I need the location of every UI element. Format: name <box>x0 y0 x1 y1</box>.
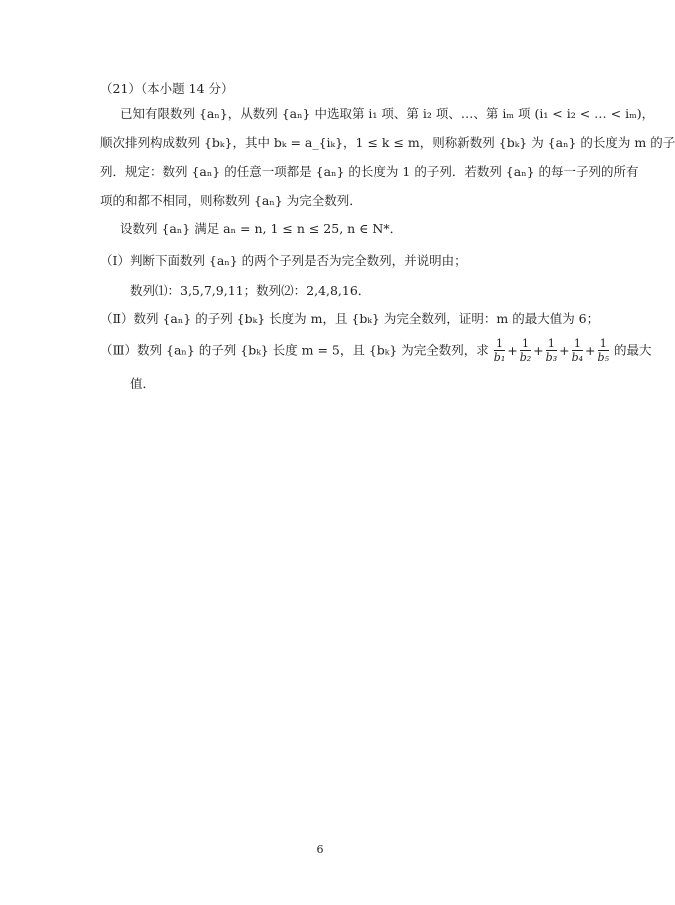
fraction-1 <box>494 337 505 365</box>
fraction-denominator: b₃ <box>545 351 558 364</box>
plus-sign: + <box>585 343 596 358</box>
fraction-numerator: 1 <box>572 337 583 351</box>
setup-condition: 设数列 {aₙ} 满足 aₙ = n, 1 ≤ n ≤ 25, n ∈ N*． <box>120 221 403 236</box>
page-number: 6 <box>316 843 324 856</box>
fraction-denominator: b₁ <box>493 351 506 364</box>
part-3-suffix: 的最大 <box>613 342 652 358</box>
fraction-numerator: 1 <box>546 337 557 351</box>
fraction-numerator: 1 <box>494 337 505 351</box>
plus-sign: + <box>533 343 544 358</box>
fraction-denominator: b₂ <box>519 351 532 364</box>
part-3-question <box>100 337 651 365</box>
fraction-numerator: 1 <box>598 337 609 351</box>
plus-sign: + <box>507 343 518 358</box>
intro-line-2: 顺次排列构成数列 {bₖ}，其中 bₖ = a_{iₖ}，1 ≤ k ≤ m，则称新数列 {bₖ} 为 {aₙ} 的长度为 m 的子 <box>100 135 675 150</box>
problem-header: （21）（本小题 14 分） <box>100 81 234 96</box>
fraction-5 <box>598 337 609 365</box>
part-2-question: （Ⅱ）数列 {aₙ} 的子列 {bₖ} 长度为 m，且 {bₖ} 为完全数列，证明：m 的最大值为 6； <box>100 311 600 326</box>
intro-line-3: 列．规定：数列 {aₙ} 的任意一项都是 {aₙ} 的长度为 1 的子列．若数列 {aₙ} 的每一子列的所有 <box>100 164 639 179</box>
fraction-4 <box>572 337 583 365</box>
intro-line-4: 项的和都不相同，则称数列 {aₙ} 为完全数列． <box>100 193 362 208</box>
part-1-sequences: 数列⑴：3,5,7,9,11；数列⑵：2,4,8,16． <box>130 283 371 298</box>
plus-sign: + <box>559 343 570 358</box>
part-3-prefix: （Ⅲ）数列 {aₙ} 的子列 {bₖ} 长度 m = 5，且 {bₖ} 为完全数列，求 <box>100 342 489 358</box>
part-1-question: （Ⅰ）判断下面数列 {aₙ} 的两个子列是否为完全数列，并说明由； <box>100 253 467 268</box>
intro-line-1: 已知有限数列 {aₙ}，从数列 {aₙ} 中选取第 i₁ 项、第 i₂ 项、…、第 iₘ 项 (i₁ < i₂ < … < iₘ)， <box>120 106 655 121</box>
fraction-3 <box>546 337 557 365</box>
fraction-2 <box>520 337 531 365</box>
fraction-denominator: b₄ <box>571 351 584 364</box>
fraction-denominator: b₅ <box>597 351 609 364</box>
part-3-end: 值． <box>130 376 156 391</box>
fraction-numerator: 1 <box>520 337 531 351</box>
